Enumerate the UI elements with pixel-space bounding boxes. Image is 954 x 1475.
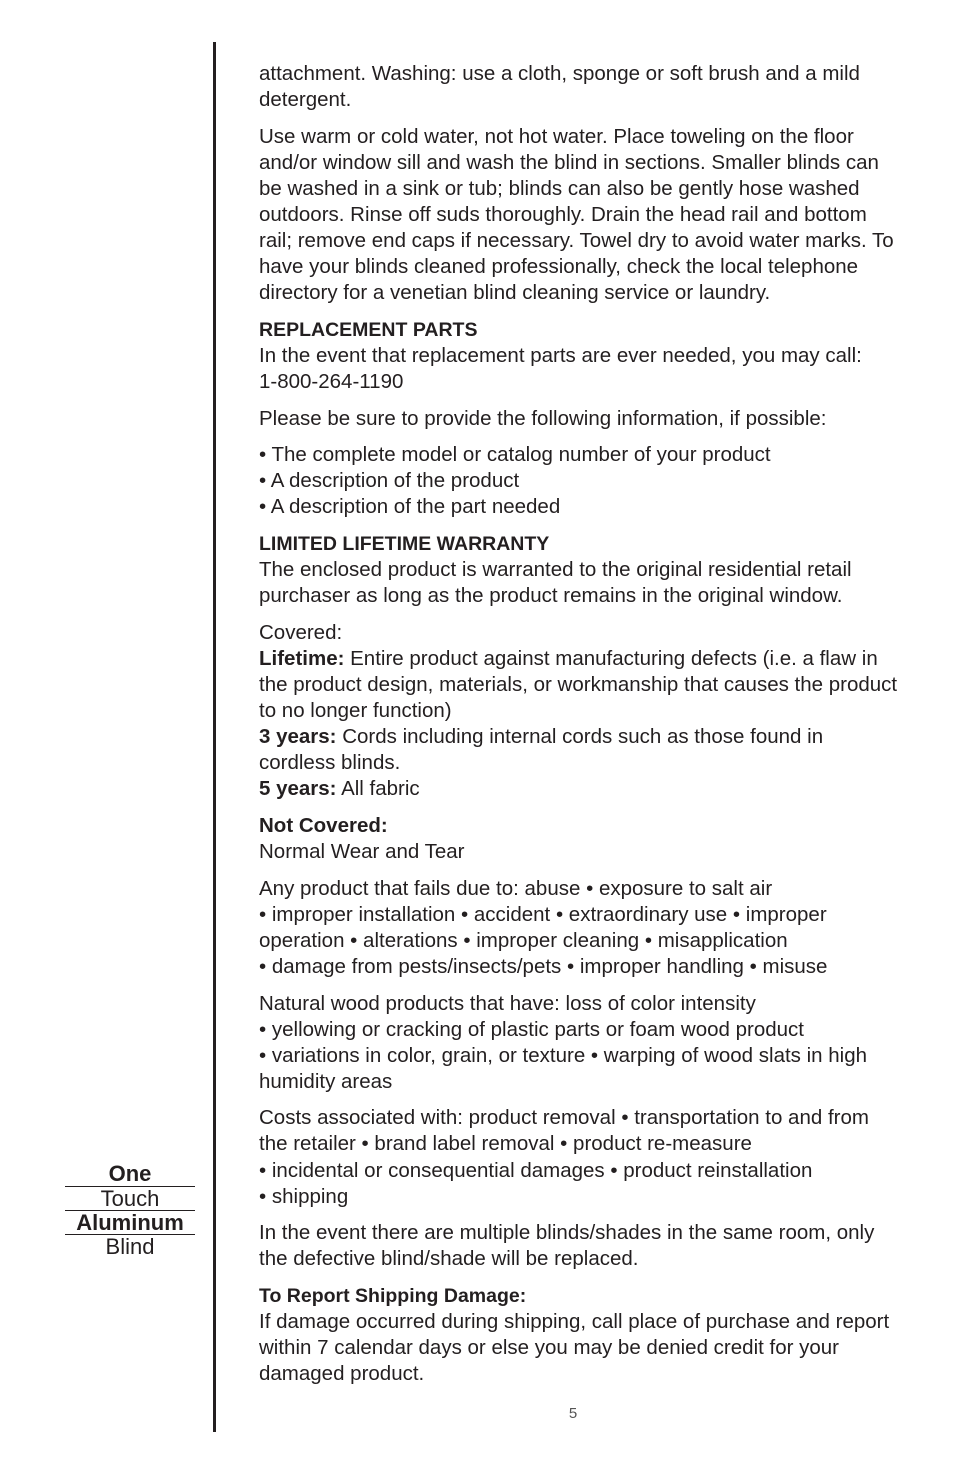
wood-line: loss of color intensity: [559, 991, 756, 1015]
list-item: • The complete model or catalog number of your product: [259, 443, 771, 467]
replacement-info: Please be sure to provide the following information, if possible:: [259, 406, 827, 430]
vertical-rule: [213, 42, 216, 1432]
fails-block: [259, 876, 899, 980]
multiple-blinds-paragraph: In the event there are multiple blinds/shades in the same room, only the defective blind/shade will be replaced.: [259, 1221, 875, 1271]
five-years-label: 5 years:: [259, 777, 337, 801]
shipping-heading: To Report Shipping Damage:: [259, 1284, 527, 1307]
three-years-label: 3 years:: [259, 725, 337, 749]
paragraph-washing: attachment. Washing: use a cloth, sponge or soft brush and a mild detergent.: [259, 62, 860, 112]
fails-line: • improper installation • accident • extraordinary use • improper operation • alterations • improper cleaning • misapplication: [259, 902, 827, 952]
replacement-heading: REPLACEMENT PARTS: [259, 318, 478, 341]
covered-label: Covered:: [259, 620, 343, 644]
not-covered-text: Normal Wear and Tear: [259, 840, 465, 864]
lifetime-text: Entire product against manufacturing defects (i.e. a flaw in the product design, materials, or workmanship that causes the product to no longer function): [259, 646, 898, 723]
wood-line: • yellowing or cracking of plastic parts or foam wood product: [259, 1017, 804, 1041]
fails-line: • damage from pests/insects/pets • improper handling • misuse: [259, 954, 828, 978]
logo-line-one: One: [65, 1162, 195, 1187]
replacement-section: [259, 317, 899, 521]
costs-line: • incidental or consequential damages • product reinstallation: [259, 1158, 813, 1182]
shipping-text: If damage occurred during shipping, call place of purchase and report within 7 calendar days or else you may be denied credit for your damaged product.: [259, 1310, 890, 1386]
page-number: 5: [568, 1405, 578, 1422]
product-logo: [65, 1162, 195, 1259]
not-covered-block: [259, 813, 899, 865]
replacement-phone: 1-800-264-1190: [259, 370, 404, 394]
not-covered-label: Not Covered:: [259, 813, 388, 837]
document-body: [259, 61, 899, 1387]
logo-line-aluminum: Aluminum: [65, 1211, 195, 1235]
warranty-section: [259, 531, 899, 1387]
replacement-intro: In the event that replacement parts are ever needed, you may call:: [259, 343, 862, 367]
costs-block: [259, 1105, 899, 1209]
wood-block: [259, 991, 899, 1095]
logo-line-blind: Blind: [105, 1234, 155, 1259]
lifetime-label: Lifetime:: [259, 646, 345, 670]
covered-block: [259, 620, 899, 803]
warranty-intro: The enclosed product is warranted to the original residential retail purchaser as long as the product remains in the original window.: [259, 558, 852, 608]
warranty-heading: LIMITED LIFETIME WARRANTY: [259, 533, 550, 555]
wood-line: • variations in color, grain, or texture • warping of wood slats in high humidity areas: [259, 1043, 868, 1093]
paragraph-cleaning: Use warm or cold water, not hot water. Place toweling on the floor and/or window sill and wash the blind in sections. Smaller blinds can be washed in a sink or tub; blinds can also be gently hose washed outdoors. Rinse off suds thoroughly. Drain the head rail and bottom rail; remove end caps if necessary. Towel dry to avoid water marks. To have your blinds cleaned professionally, check the local telephone directory for a venetian blind cleaning service or laundry.: [259, 124, 894, 305]
logo-line-touch: Touch: [65, 1187, 195, 1211]
three-years-text: Cords including internal cords such as those found in cordless blinds.: [259, 725, 824, 775]
fails-label: Any product that fails due to:: [259, 876, 519, 900]
costs-line: product removal • transportation to and from the retailer • brand label removal • product re-measure: [259, 1106, 869, 1156]
list-item: • A description of the product: [259, 469, 520, 493]
five-years-text: All fabric: [336, 777, 420, 801]
costs-line: • shipping: [259, 1184, 349, 1208]
wood-label: Natural wood products that have:: [259, 991, 560, 1015]
list-item: • A description of the part needed: [259, 495, 561, 519]
costs-label: Costs associated with:: [259, 1106, 463, 1130]
replacement-bullets: [259, 442, 899, 520]
fails-line: abuse • exposure to salt air: [518, 876, 773, 900]
